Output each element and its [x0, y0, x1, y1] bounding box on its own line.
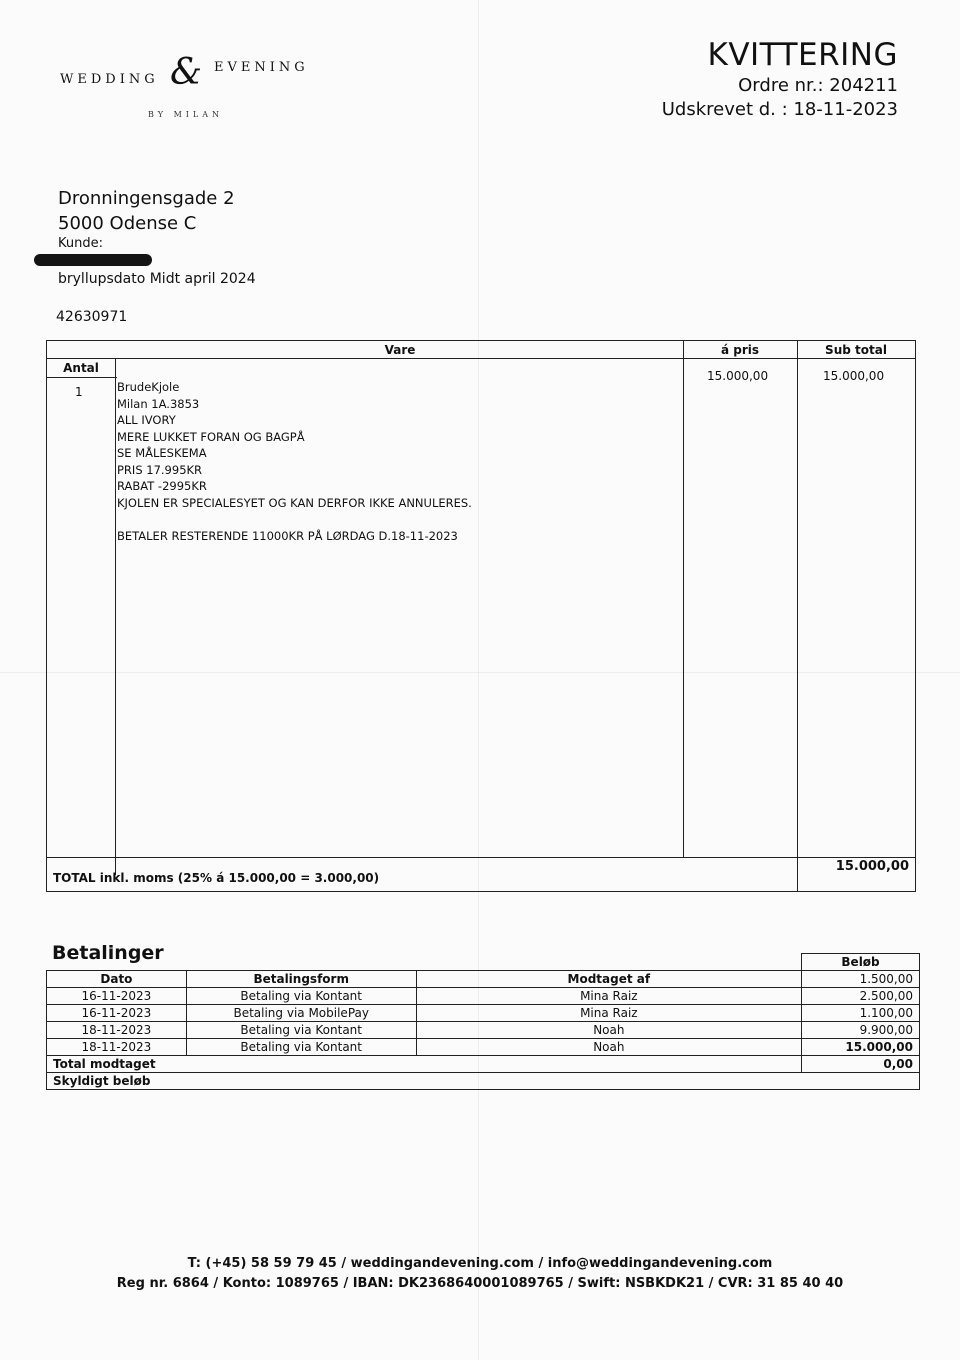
city: 5000 Odense C [58, 213, 197, 234]
col-subtotal-header: Sub total [825, 343, 887, 357]
owed-label: Skyldigt beløb [47, 1073, 920, 1090]
logo-subtitle: BY MILAN [148, 110, 224, 119]
street: Dronningensgade 2 [58, 188, 235, 209]
owed-value: 0,00 [802, 1056, 920, 1073]
table-row [47, 1073, 920, 1090]
item-line [117, 511, 472, 528]
payment-method: Betaling via Kontant [186, 988, 416, 1005]
payment-amount: 2.500,00 [802, 988, 920, 1005]
table-row [47, 1005, 920, 1022]
col-method-header: Betalingsform [186, 971, 416, 988]
brand-logo [58, 50, 328, 130]
payment-received-by: Mina Raiz [416, 1005, 801, 1022]
payment-amount: 1.500,00 [802, 971, 920, 988]
payments-table [46, 953, 920, 1090]
customer-phone: 42630971 [56, 309, 128, 325]
customer-label: Kunde: [58, 236, 103, 251]
item-line: KJOLEN ER SPECIALESYET OG KAN DERFOR IKKE ANNULERES. [117, 495, 472, 510]
col-date-header: Dato [47, 971, 187, 988]
table-row [47, 1039, 920, 1056]
payment-received-by: Noah [416, 1039, 801, 1056]
col-qty-header: Antal [63, 361, 99, 375]
item-line: Milan 1A.3853 [117, 396, 200, 411]
col-amount-header: Beløb [802, 954, 920, 971]
items-table [46, 340, 916, 892]
printed-date: Udskrevet d. : 18-11-2023 [661, 99, 898, 120]
logo-ampersand: & [170, 52, 203, 93]
receipt-header [662, 36, 898, 122]
col-item-header: Vare [384, 343, 416, 357]
total-received-label: Total modtaget [47, 1056, 802, 1073]
item-line: BrudeKjole [117, 380, 180, 394]
footer-bank: Reg nr. 6864 / Konto: 1089765 / IBAN: DK2368640001089765 / Swift: NSBKDK21 / CVR: 31 85 40 40 [116, 1276, 844, 1291]
payment-date: 18-11-2023 [47, 1022, 187, 1039]
item-line: RABAT -2995KR [117, 479, 207, 493]
payment-amount: 1.100,00 [802, 1005, 920, 1022]
item-subtotal: 15.000,00 [823, 369, 885, 383]
col-received-by-header: Modtaget af [416, 971, 801, 988]
total-value: 15.000,00 [835, 859, 909, 874]
item-line: ALL IVORY [117, 413, 176, 427]
total-divider [47, 857, 915, 858]
footer-contact: T: (+45) 58 59 79 45 / weddingandevening.com / info@weddingandevening.com [187, 1256, 773, 1271]
wedding-date: bryllupsdato Midt april 2024 [58, 271, 256, 287]
payment-received-by: Noah [416, 1022, 801, 1039]
total-received-value: 15.000,00 [802, 1039, 920, 1056]
header-divider [47, 377, 117, 378]
payment-date: 16-11-2023 [47, 988, 187, 1005]
logo-text-left: WEDDING [60, 72, 159, 87]
item-unit-price: 15.000,00 [707, 369, 769, 383]
table-row [47, 1022, 920, 1039]
item-line: SE MÅLESKEMA [117, 446, 207, 460]
payment-method: Betaling via MobilePay [186, 1005, 416, 1022]
logo-text-right: EVENING [214, 60, 309, 75]
customer-address [58, 186, 256, 287]
column-divider [683, 341, 684, 857]
payment-amount: 9.900,00 [802, 1022, 920, 1039]
payment-method: Betaling via Kontant [186, 1039, 416, 1056]
payment-method: Betaling via Kontant [186, 1022, 416, 1039]
column-divider [797, 341, 798, 891]
receipt-title: KVITTERING [707, 37, 898, 73]
header-divider [683, 358, 915, 359]
item-description [117, 379, 472, 544]
total-label: TOTAL inkl. moms (25% á 15.000,00 = 3.000,00) [53, 871, 380, 885]
payments-title: Betalinger [52, 942, 164, 964]
table-row [47, 1056, 920, 1073]
table-row [47, 988, 920, 1005]
col-unit-price-header: á pris [720, 343, 760, 357]
item-line: MERE LUKKET FORAN OG BAGPÅ [117, 429, 305, 444]
payment-received-by: Mina Raiz [416, 988, 801, 1005]
header-divider [47, 358, 683, 359]
order-number: Ordre nr.: 204211 [738, 75, 898, 96]
redacted-name [34, 254, 152, 266]
item-line: PRIS 17.995KR [117, 462, 203, 477]
item-qty: 1 [75, 385, 83, 399]
payment-date: 16-11-2023 [47, 1005, 187, 1022]
item-line: BETALER RESTERENDE 11000KR PÅ LØRDAG D.18-11-2023 [117, 528, 458, 543]
payment-date: 18-11-2023 [47, 1039, 187, 1056]
